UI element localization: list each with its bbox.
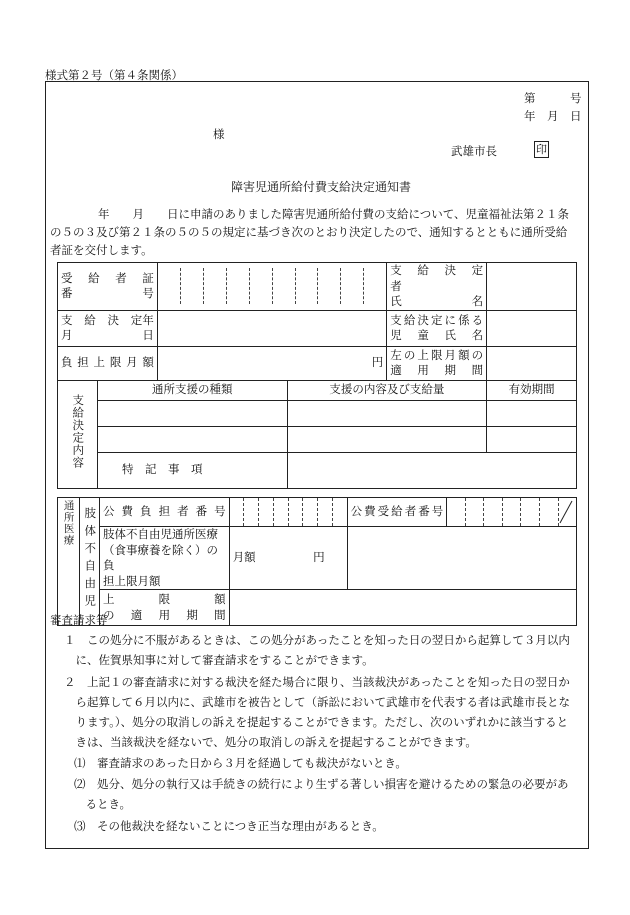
- valid-period-cell[interactable]: [487, 426, 577, 452]
- decision-date-value[interactable]: [157, 310, 386, 346]
- burden-limit-label: 負担上限月額: [58, 346, 158, 380]
- recipient-number-boxes[interactable]: [157, 263, 386, 311]
- public-recipient-number-boxes[interactable]: [447, 498, 577, 527]
- intro-line-1: 年 月 日に申請のありました障害児通所給付費の支給について、児童福祉法第２１条: [98, 207, 570, 221]
- review-item-2-line-3: ります。）、処分の取消しの訴えを提起することができます。ただし、次のいずれかに該当すると: [64, 715, 569, 729]
- review-item-2-line-1: ２ 上記１の審査請求に対する裁決を経た場合に限り、当該裁決があったことを知った日の翌日か: [64, 675, 570, 689]
- decision-table: [57, 262, 577, 489]
- decided-person-name-value[interactable]: [487, 263, 577, 311]
- issue-date: 年 月 日: [524, 109, 582, 123]
- monthly-limit-blank: [347, 527, 576, 590]
- content-amount-cell[interactable]: [287, 426, 487, 452]
- applicable-period-value[interactable]: [229, 590, 576, 626]
- form-label: 様式第２号（第４条関係）: [45, 68, 183, 82]
- decision-content-label: 支給決定内容: [58, 380, 98, 488]
- public-recipient-number-label: 公費受給者番号: [347, 498, 447, 527]
- review-item-1-line-2: に、佐賀県知事に対して審査請求をすることができます。: [64, 653, 374, 667]
- monthly-amount-value[interactable]: 月額 円: [229, 527, 347, 590]
- recipient-number-label: 受 給 者 証 番 号: [58, 263, 158, 311]
- review-heading: 審査請求等: [50, 613, 108, 627]
- issuer-name: 武雄市長: [451, 144, 497, 158]
- review-sub-3: ⑶ その他裁決を経ないことにつき正当な理由があるとき。: [74, 819, 384, 833]
- valid-period-header: 有効期間: [487, 380, 577, 400]
- review-item-1-line-1: １ この処分に不服があるときは、この処分があったことを知った日の翌日から起算して３月以内: [64, 633, 570, 647]
- disabled-child-label: 肢体不自由児: [79, 498, 99, 626]
- service-type-cell[interactable]: [97, 426, 287, 452]
- limit-period-value[interactable]: [487, 346, 577, 380]
- limit-period-label: 左の上限月額の 適 用 期 間: [387, 346, 487, 380]
- decided-person-name-label: 支 給 決 定 者 氏 名: [387, 263, 487, 311]
- service-type-header: 通所支援の種類: [97, 380, 287, 400]
- decision-date-label: 支 給 決 定年 月 日: [58, 310, 158, 346]
- yen-unit: 円: [371, 355, 384, 370]
- monthly-limit-label: 肢体不自由児通所医療 （食事療養を除く）の負 担上限月額: [99, 527, 229, 590]
- review-sub-2-line-1: ⑵ 処分、処分の執行又は手続きの続行により生ずる著しい損害を避けるための緊急の必要があ: [74, 777, 569, 791]
- document-title: 障害児通所給付費支給決定通知書: [231, 180, 412, 194]
- child-name-label: 支給決定に係る 児 童 氏 名: [387, 310, 487, 346]
- review-item-2-line-2: ら起算して６月以内に、武雄市を被告として（訴訟において武雄市を代表する者は武雄市長とな: [64, 695, 570, 709]
- valid-period-cell[interactable]: [487, 400, 577, 426]
- medical-label: 通所医療: [58, 498, 80, 626]
- special-notes-value[interactable]: [287, 452, 576, 488]
- medical-table: [57, 497, 577, 626]
- document-number: 第 号: [524, 91, 582, 105]
- review-sub-1: ⑴ 審査請求のあった日から３月を経過しても裁決がないとき。: [74, 756, 407, 770]
- seal-mark: 印: [536, 143, 547, 156]
- content-amount-header: 支援の内容及び支給量: [287, 380, 487, 400]
- review-sub-2-line-2: るとき。: [74, 797, 132, 811]
- child-name-value[interactable]: [487, 310, 577, 346]
- slash-mark: [558, 500, 574, 524]
- public-payer-number-boxes[interactable]: [229, 498, 347, 527]
- applicable-period-label: 上 限 額 の 適 用 期 間: [99, 590, 229, 626]
- intro-line-3: 者証を交付します。: [50, 243, 153, 257]
- burden-limit-value[interactable]: [157, 346, 386, 380]
- review-item-2-line-4: きは、当該裁決を経ないで、処分の取消しの訴えを提起することができます。: [64, 735, 477, 749]
- content-amount-cell[interactable]: [287, 400, 487, 426]
- addressee-suffix: 様: [213, 127, 225, 141]
- special-notes-label: 特 記 事 項: [97, 452, 287, 488]
- intro-line-2: の５の３及び第２１条の５の５の規定に基づき次のとおり決定したので、通知するとともに通所受給: [50, 225, 568, 239]
- service-type-cell[interactable]: [97, 400, 287, 426]
- public-payer-number-label: 公費負担者番号: [99, 498, 229, 527]
